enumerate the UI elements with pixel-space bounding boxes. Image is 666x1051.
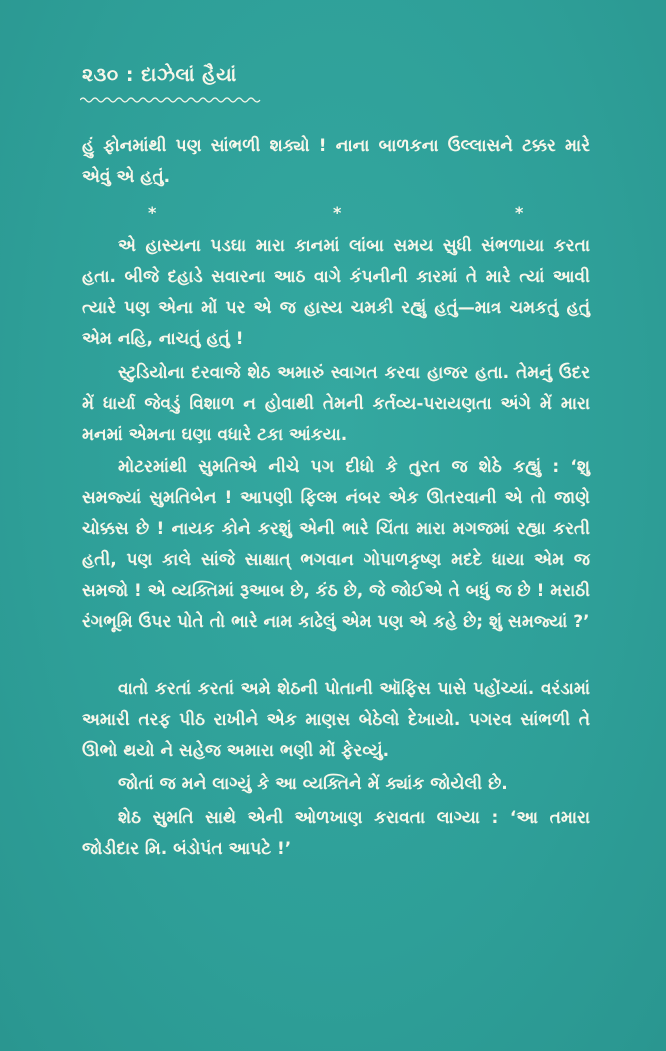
paragraph-7: શેઠ સુમતિ સાથે એની ઓળખાણ કરાવતા લાગ્યા : ‘આ તમારા જોડીદાર મિ. બંડોપંત આપટે !’ bbox=[82, 808, 590, 859]
section-star: * bbox=[333, 203, 342, 222]
paragraph-5: વાતો કરતાં કરતાં અમે શેઠની પોતાની ઑફિસ પાસે પહોંચ્યાં. વરંડામાં અમારી તરફ પીઠ રાખીને એક માણસ બેઠેલો દેખાયો. પગરવ સાંભળી તે ઊભો થયો ને સહેજ અમારા ભણી મોં ફેરવ્યું. bbox=[82, 679, 590, 761]
header-wavy-underline bbox=[80, 96, 262, 104]
section-star: * bbox=[515, 203, 524, 222]
paragraph-2: એ હાસ્યના પડઘા મારા કાનમાં લાંબા સમય સુધી સંભળાયા કરતા હતા. બીજે દહાડે સવારના આઠ વાગે કંપનીની કારમાં તે મારે ત્યાં આવી ત્યારે પણ એના મોં પર એ જ હાસ્ય ચમકી રહ્યું હતું—માત્ર ચમકતું હતું એમ નહિ, નાચતું હતું ! bbox=[82, 236, 590, 349]
paragraph-3: સ્ટુડિયોના દરવાજે શેઠ અમારું સ્વાગત કરવા હાજર હતા. તેમનું ઉદર મેં ધાર્યા જેવડું વિશાળ ન હોવાથી તેમની કર્તવ્ય-પરાયણતા અંગે મેં મારા મનમાં એમના ઘણા વધારે ટકા આંકયા. bbox=[82, 363, 590, 445]
section-star: * bbox=[148, 203, 157, 222]
paragraph-1: હું ફોનમાંથી પણ સાંભળી શક્યો ! નાના બાળકના ઉલ્લાસને ટક્કર મારે એવું એ હતું. bbox=[82, 136, 590, 187]
section-break bbox=[0, 203, 666, 227]
paragraph-4: મોટરમાંથી સુમતિએ નીચે પગ દીધો કે તુરત જ શેઠે કહ્યું : ‘શુ સમજ્યાં સુમતિબેન ! આપણી ફિલ્મ નંબર એક ઊતરવાની એ તો જાણે ચોક્કસ છે ! નાયક કોને કરશું એની ભારે ચિંતા મારા મગજમાં રહ્યા કરતી હતી, પણ કાલે સાંજે સાક્ષાત્ ભગવાન ગોપાળકૃષ્ણ મદદે ધાયા એમ જ સમજો ! એ વ્યક્તિમાં રૂઆબ છે, કંઠ છે, જે જોઈએ તે બધું જ છે ! મરાઠી રંગભૂમિ ઉપર પોતે તો ભારે નામ કાઢેલું એમ પણ એ કહે છે; શું સમજ્યાં ?’ bbox=[82, 457, 590, 632]
paragraph-6: જોતાં જ મને લાગ્યું કે આ વ્યક્તિને મેં ક્યાંક જોયેલી છે. bbox=[118, 774, 508, 794]
page-header: ૨૩૦ : દાઝેલાં હૈયાં bbox=[82, 64, 237, 86]
